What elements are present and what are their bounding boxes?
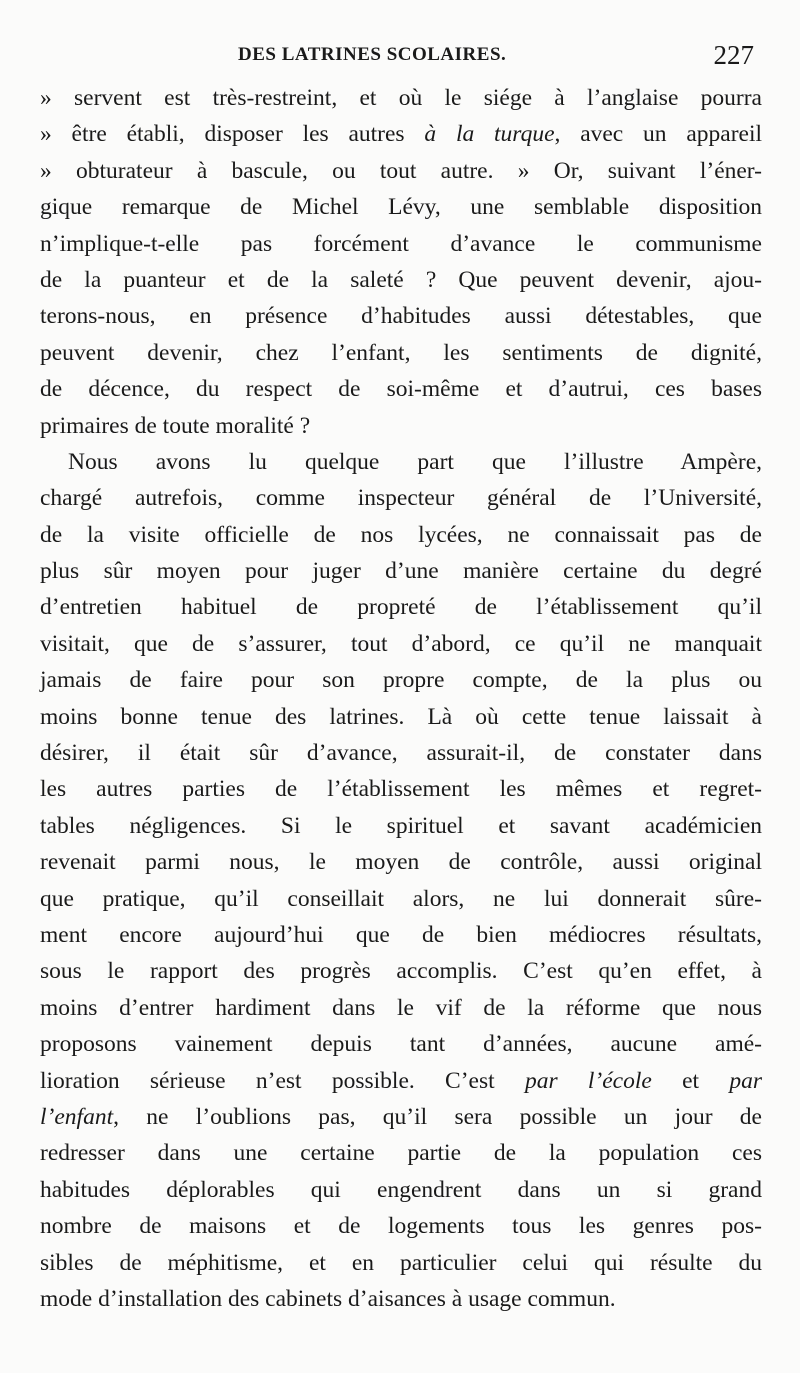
- text-line: habitudes déplorables qui engendrent dans un si grand: [40, 1176, 762, 1203]
- text-line: les autres parties de l’établissement les mêmes et regret-: [40, 776, 762, 803]
- text-line: moins bonne tenue des latrines. Là où cette tenue laissait à: [40, 703, 762, 730]
- text-line: l’enfant, ne l’oublions pas, qu’il sera possible un jour de: [40, 1103, 762, 1130]
- text-line: » servent est très-restreint, et où le siége à l’anglaise pourra: [40, 85, 762, 111]
- text-line: sous le rapport des progrès accomplis. C’est qu’en effet, à: [40, 958, 762, 985]
- text-line: nombre de maisons et de logements tous les genres pos-: [40, 1213, 762, 1240]
- text-line: mode d’installation des cabinets d’aisances à usage commun.: [40, 1285, 616, 1312]
- text-line: tables négligences. Si le spirituel et savant académicien: [40, 812, 762, 839]
- text-line: » obturateur à bascule, ou tout autre. » Or, suivant l’éner-: [40, 157, 762, 184]
- text-line: ment encore aujourd’hui que de bien médiocres résultats,: [40, 921, 762, 948]
- text-line: sibles de méphitisme, et en particulier celui qui résulte du: [40, 1249, 762, 1276]
- text-line: peuvent devenir, chez l’enfant, les sentiments de dignité,: [40, 339, 762, 366]
- text-line: lioration sérieuse n’est possible. C’est par l’école et par: [40, 1067, 763, 1094]
- text-line: primaires de toute moralité ?: [40, 412, 311, 439]
- page-number: 227: [713, 40, 754, 70]
- text-line: revenait parmi nous, le moyen de contrôle, aussi original: [40, 849, 762, 876]
- text-line: que pratique, qu’il conseillait alors, ne lui donnerait sûre-: [40, 885, 762, 912]
- page-header: [38, 40, 764, 76]
- text-line: redresser dans une certaine partie de la population ces: [40, 1140, 762, 1167]
- text-line: chargé autrefois, comme inspecteur général de l’Université,: [40, 485, 762, 512]
- text-line: plus sûr moyen pour juger d’une manière certaine du degré: [40, 558, 762, 585]
- text-line: terons-nous, en présence d’habitudes aussi détestables, que: [40, 303, 762, 330]
- text-line: proposons vainement depuis tant d’années, aucune amé-: [40, 1031, 762, 1058]
- text-line: désirer, il était sûr d’avance, assurait-il, de constater dans: [40, 740, 762, 767]
- text-line: d’entretien habituel de propreté de l’établissement qu’il: [40, 594, 762, 621]
- text-line: de décence, du respect de soi-même et d’autrui, ces bases: [40, 376, 762, 403]
- text-line: de la puanteur et de la saleté ? Que peuvent devenir, ajou-: [40, 266, 762, 293]
- text-line: moins d’entrer hardiment dans le vif de la réforme que nous: [40, 994, 762, 1021]
- text-line: jamais de faire pour son propre compte, de la plus ou: [40, 667, 762, 694]
- body-text: [40, 80, 762, 1317]
- text-line: » être établi, disposer les autres à la turque, avec un appareil: [40, 121, 763, 148]
- running-title: DES LATRINES SCOLAIRES.: [238, 44, 507, 65]
- text-line: Nous avons lu quelque part que l’illustre Ampère,: [68, 448, 762, 475]
- text-line: gique remarque de Michel Lévy, une semblable disposition: [40, 194, 762, 221]
- text-line: de la visite officielle de nos lycées, ne connaissait pas de: [40, 521, 762, 548]
- text-line: n’implique-t-elle pas forcément d’avance le communisme: [40, 230, 762, 257]
- text-line: visitait, que de s’assurer, tout d’abord, ce qu’il ne manquait: [40, 630, 762, 657]
